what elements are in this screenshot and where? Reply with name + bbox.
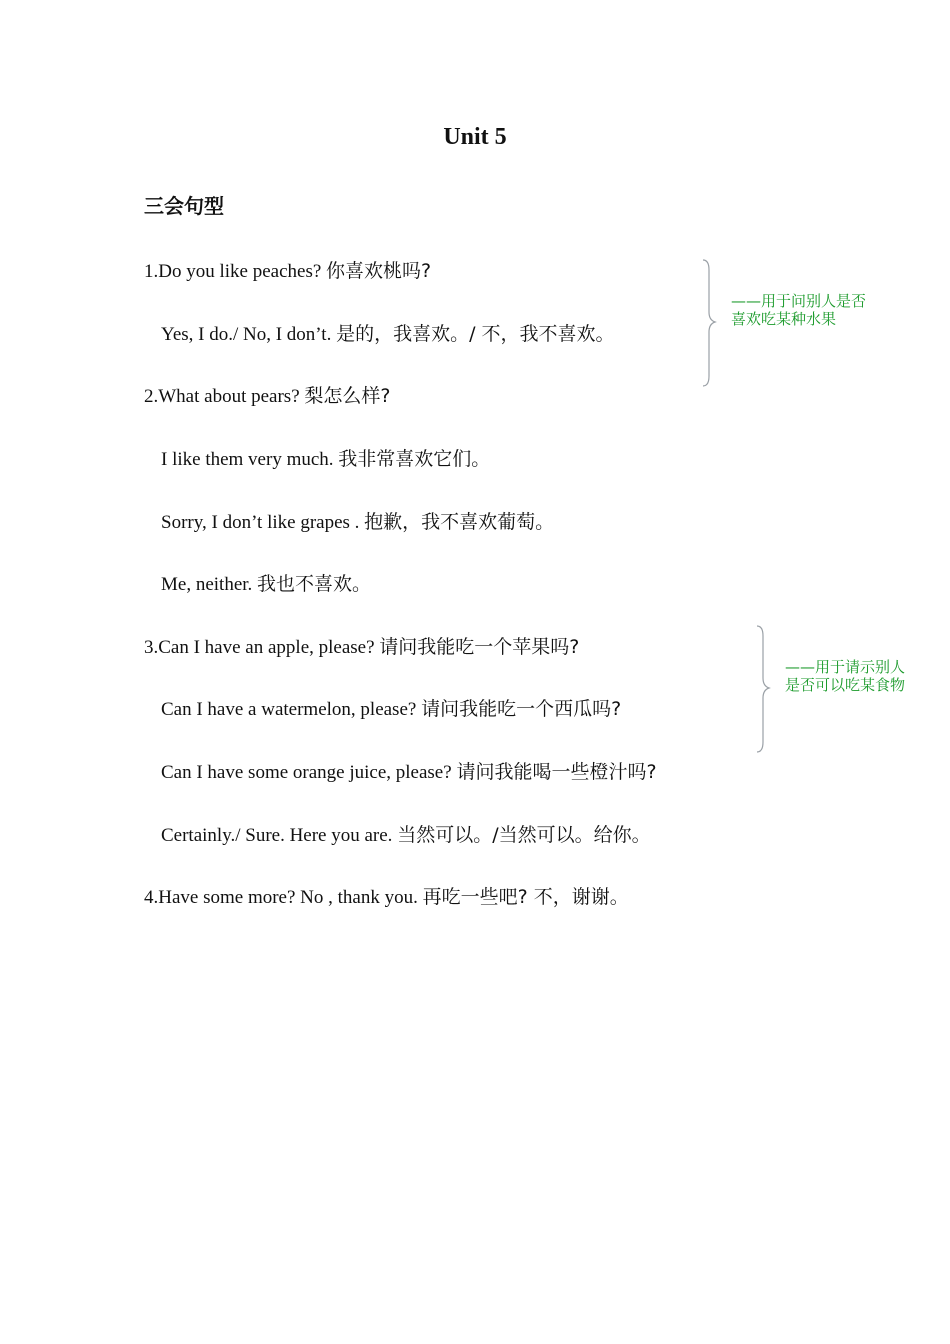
english-text: Yes, I do./ No, I don’t. (161, 324, 332, 345)
english-text: Me, neither. (161, 574, 253, 595)
sentence-line (144, 632, 579, 659)
sentence-line (161, 694, 621, 721)
sentence-line (144, 256, 431, 283)
english-text: Certainly./ Sure. Here you are. (161, 825, 393, 846)
english-text: I like them very much. (161, 449, 334, 470)
section-heading: 三会句型 (144, 194, 224, 218)
english-text: 3.Can I have an apple, please? (144, 637, 375, 658)
english-text: 4.Have some more? No , thank you. (144, 887, 418, 908)
chinese-text: 请问我能吃一个西瓜吗? (421, 698, 622, 720)
chinese-text: 梨怎么样? (304, 385, 391, 407)
sentence-line (161, 757, 657, 784)
sentence-line (161, 507, 554, 534)
chinese-text: 再吃一些吧? 不，谢谢。 (422, 886, 629, 908)
note-line: ——用于请示别人 (785, 658, 906, 676)
right-brace-icon (754, 624, 774, 756)
english-text: Can I have a watermelon, please? (161, 699, 417, 720)
sentence-line (161, 444, 490, 471)
sentence-line (161, 820, 651, 847)
sentence-line (144, 381, 390, 408)
english-text: 1.Do you like peaches? (144, 261, 322, 282)
chinese-text: 请问我能喝一些橙汁吗? (456, 761, 657, 783)
chinese-text: 抱歉，我不喜欢葡萄。 (364, 511, 555, 533)
sentence-line (161, 319, 615, 346)
english-text: Sorry, I don’t like grapes . (161, 512, 360, 533)
note-line: 喜欢吃某种水果 (731, 310, 837, 328)
chinese-text: 请问我能吃一个苹果吗? (379, 636, 580, 658)
chinese-text: 我也不喜欢。 (257, 573, 372, 595)
chinese-text: 是的，我喜欢。/ 不，我不喜欢。 (336, 323, 615, 345)
note-line: 是否可以吃某食物 (785, 676, 906, 694)
right-brace-icon (700, 258, 720, 390)
chinese-text: 当然可以。/当然可以。给你。 (397, 824, 651, 846)
chinese-text: 你喜欢桃吗? (326, 260, 432, 282)
chinese-text: 我非常喜欢它们。 (338, 448, 491, 470)
sentence-line (161, 569, 371, 596)
sentence-line (144, 882, 629, 909)
annotation-note (785, 658, 905, 694)
english-text: 2.What about pears? (144, 386, 300, 407)
page-title: Unit 5 (443, 124, 507, 150)
english-text: Can I have some orange juice, please? (161, 762, 452, 783)
note-line: ——用于问别人是否 (731, 292, 867, 310)
annotation-note (731, 292, 866, 328)
